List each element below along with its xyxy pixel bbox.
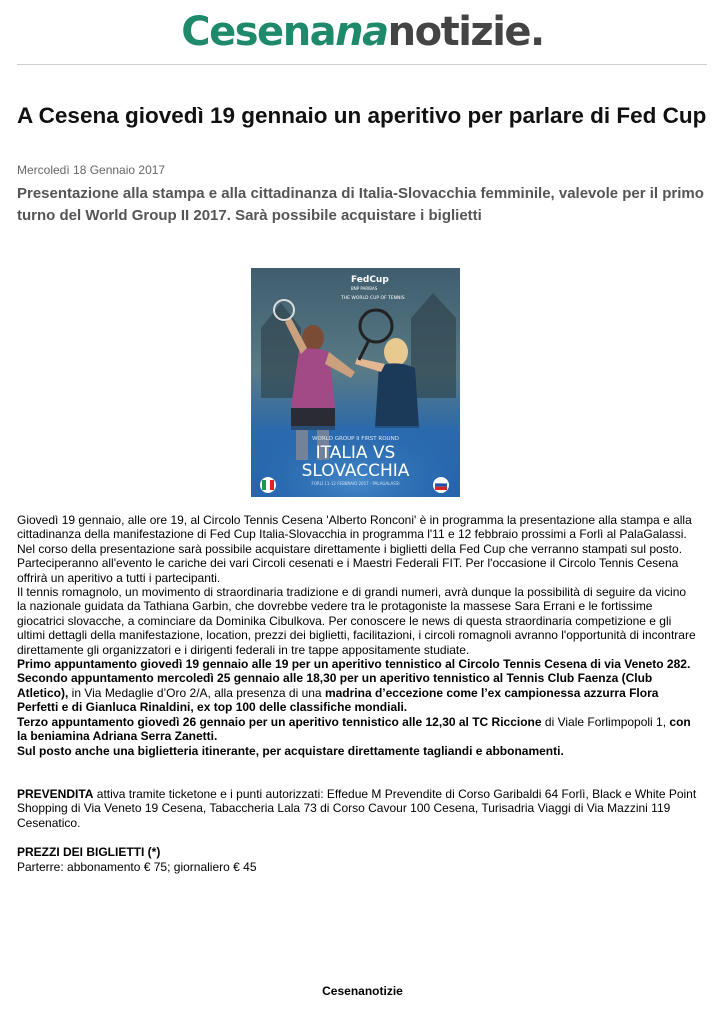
first-event-text: Primo appuntamento giovedì 19 gennaio alle 19 per un aperitivo tennistico al Circolo Tennis Cesena di via Veneto 282.: [17, 657, 691, 672]
paragraph-presale: [17, 787, 697, 830]
logo-part-2: na: [335, 9, 388, 55]
poster-round: WORLD GROUP II FIRST ROUND: [312, 436, 399, 442]
header-divider: [17, 64, 707, 65]
presale-text: attiva tramite ticketone e i punti autorizzati: Effedue M Prevendite di Corso Garibaldi 64 Forlì, Black e White Point Shopping di Via Veneto 19 Cesena, Tabaccheria Lala 73 di Corso Cavour 100 Cesena, Turisadria Viaggi di Via Mazzini 119 Cesenatico.: [17, 786, 697, 830]
logo-part-1: Cesena: [181, 9, 336, 55]
second-event-text: in Via Medaglie d’Oro 2/A, alla presenza di una: [68, 685, 325, 700]
poster-line-1: ITALIA VS: [315, 443, 396, 463]
second-event-bold-1: Secondo appuntamento mercoledì 25 gennaio alle 18,30 per un aperitivo tennistico al Tennis Club Faenza (Club Atletico),: [17, 671, 653, 700]
paragraph-second-event: [17, 671, 697, 714]
poster-brand-sub: BNP PARIBAS: [351, 286, 378, 291]
third-event-bold-2: con la beniamina Adriana Serra Zanetti.: [17, 714, 691, 744]
footer-label: Cesenanotizie: [322, 984, 403, 998]
poster-image: [251, 268, 460, 497]
article-subtitle: Presentazione alla stampa e alla cittadinanza di Italia-Slovacchia femminile, valevole per il primo turno del World Group II 2017. Sarà possibile acquistare i biglietti: [17, 185, 704, 224]
poster-tag: THE WORLD CUP OF TENNIS: [341, 296, 405, 301]
slovakia-flag-icon: [433, 477, 449, 493]
article-body: [17, 513, 697, 874]
poster-venue: FORLÌ 11-12 FEBBRAIO 2017 · PALAGALASSI: [311, 481, 400, 486]
third-event-text: di Viale Forlimpopoli 1,: [541, 714, 670, 729]
article-date: Mercoledì 18 Gennaio 2017: [17, 163, 166, 177]
paragraph-box-office: [17, 744, 697, 758]
poster-line-2: SLOVACCHIA: [301, 461, 410, 481]
paragraph-romagna: Il tennis romagnolo, un movimento di straordinaria tradizione e di grandi numeri, avrà dunque la possibilità di seguire da vicino la nazionale guidata da Tathiana Garbin, che dovrebbe vedere tra le protagoniste la massese Sara Errani e le fortissime giocatrici slovacche, a cominciare da Dominika Cibulkova. Per conoscere le news di questa straordinaria competizione e gli ultimi dettagli della manifestazione, location, prezzi dei biglietti, facilitazioni, i circoli romagnoli avranno l'opportunità di incontrare direttamente gli organizzatori e i dirigenti federali in tre tappe appositamente studiate.: [17, 585, 696, 657]
paragraph-intro: Giovedì 19 gennaio, alle ore 19, al Circolo Tennis Cesena 'Alberto Ronconi' è in programma la presentazione alla stampa e alla cittadinanza della manifestazione di Fed Cup Italia-Slovacchia in programma l'11 e 12 febbraio prossimi a Forlì al PalaGalassi.: [17, 513, 692, 542]
paragraph-third-event: [17, 715, 697, 744]
presale-label: PREVENDITA: [17, 786, 94, 801]
prices-text: Parterre: abbonamento € 75; giornaliero € 45: [17, 859, 257, 874]
italy-flag-icon: [260, 477, 276, 493]
second-event-bold-2: madrina d’eccezione come l’ex campionessa azzurra Flora Perfetti e di Gianluca Rinaldini, ex top 100 delle classifiche mondiali.: [17, 685, 659, 715]
paragraph-tickets: Nel corso della presentazione sarà possibile acquistare direttamente i biglietti della Fed Cup che verranno stampati sul posto. Parteciperanno all'evento le cariche dei vari Circoli cesenati e i Maestri Federali FIT. Per l'occasione il Circolo Tennis Cesena offrirà un aperitivo a tutti i partecipanti.: [17, 541, 683, 585]
box-office-text: Sul posto anche una biglietteria itinerante, per acquistare direttamente tagliandi e abbonamenti.: [17, 743, 564, 758]
paragraph-first-event: [17, 657, 697, 671]
article-title: A Cesena giovedì 19 gennaio un aperitivo per parlare di Fed Cup: [17, 103, 707, 128]
logo-part-3: notizie.: [387, 9, 544, 55]
fed-cup-poster: [251, 268, 460, 497]
site-logo[interactable]: [0, 8, 725, 56]
third-event-bold-1: Terzo appuntamento giovedì 26 gennaio per un aperitivo tennistico alle 12,30 al TC Riccione: [17, 714, 542, 729]
prices-heading-text: PREZZI DEI BIGLIETTI (*): [17, 845, 161, 860]
prices-heading: [17, 845, 697, 859]
poster-brand: FedCup: [351, 275, 389, 285]
